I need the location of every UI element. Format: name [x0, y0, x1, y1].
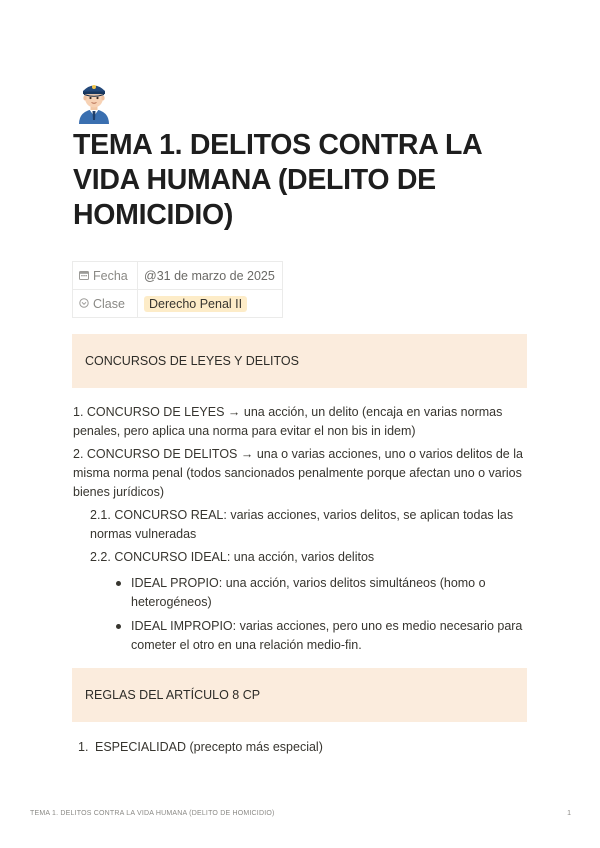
calendar-icon — [79, 270, 89, 280]
page-number: 1 — [567, 810, 571, 817]
property-key-label: Clase — [93, 296, 125, 311]
select-icon — [79, 298, 89, 308]
property-key-label: Fecha — [93, 268, 128, 283]
property-value-date[interactable]: @31 de marzo de 2025 — [138, 262, 283, 290]
paragraph-concurso-ideal: 2.2. CONCURSO IDEAL: una acción, varios delitos — [90, 550, 375, 564]
property-row-clase — [73, 290, 283, 318]
property-value — [138, 290, 283, 318]
list-item-ideal-propio: IDEAL PROPIO: una acción, varios delitos simultáneos (homo o heterogéneos) — [131, 576, 486, 609]
bullet-icon — [116, 581, 121, 586]
page-title: TEMA 1. DELITOS CONTRA LA VIDA HUMANA (DELITO DE HOMICIDIO) — [73, 129, 482, 231]
callout-concursos: CONCURSOS DE LEYES Y DELITOS — [72, 334, 527, 388]
ordered-item-number: 1. — [78, 740, 89, 754]
property-key — [73, 262, 138, 290]
callout-reglas: REGLAS DEL ARTÍCULO 8 CP — [72, 668, 527, 722]
property-row-fecha — [73, 262, 283, 290]
properties-table — [72, 261, 283, 318]
bullet-icon — [116, 624, 121, 629]
list-item-especialidad: ESPECIALIDAD (precepto más especial) — [95, 740, 323, 754]
footer-title: TEMA 1. DELITOS CONTRA LA VIDA HUMANA (DELITO DE HOMICIDIO) — [30, 810, 275, 817]
class-tag[interactable]: Derecho Penal II — [144, 296, 247, 312]
paragraph-concurso-leyes: 1. CONCURSO DE LEYES → una acción, un delito (encaja en varias normas penales, pero aplica una norma para evitar el non bis in idem) — [73, 405, 503, 438]
police-officer-icon — [73, 78, 115, 124]
paragraph-concurso-delitos: 2. CONCURSO DE DELITOS → una o varias acciones, uno o varios delitos de la misma norma penal (todos sancionados penalmente porque afectan uno o varios bienes jurídicos) — [73, 447, 523, 499]
paragraph-concurso-real: 2.1. CONCURSO REAL: varias acciones, varios delitos, se aplican todas las normas vulneradas — [90, 508, 514, 541]
list-item-ideal-impropio: IDEAL IMPROPIO: varias acciones, pero uno es medio necesario para cometer el otro en una relación medio-fin. — [131, 619, 523, 652]
property-key — [73, 290, 138, 318]
